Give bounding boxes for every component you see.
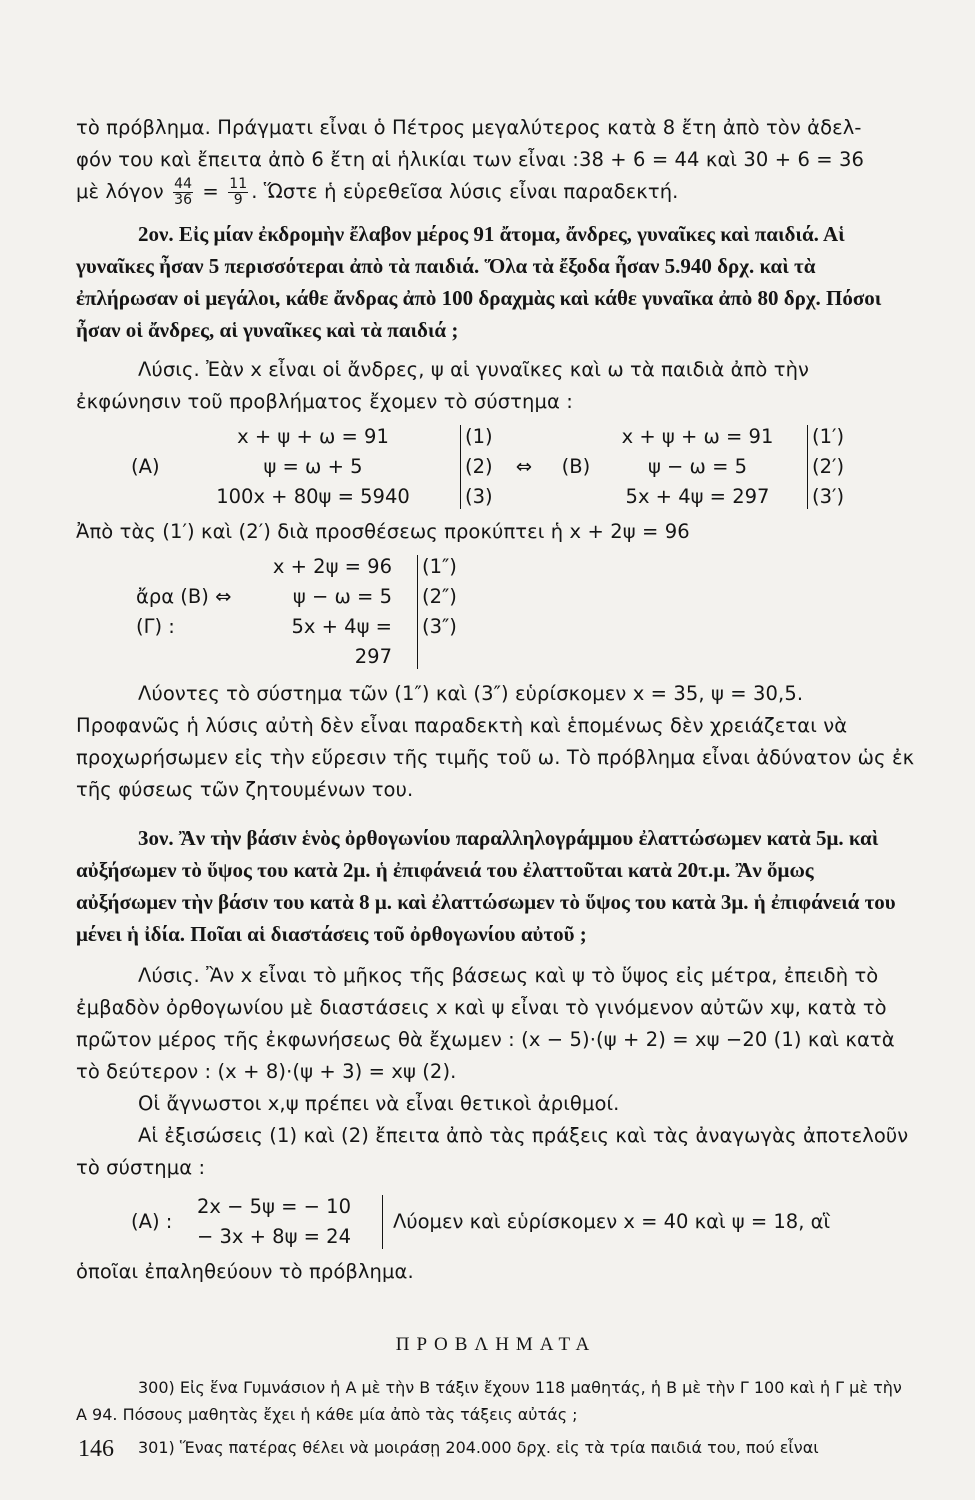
eq-1-prime: x + ψ + ω = 91	[621, 425, 774, 448]
intro-line-3-start: μὲ λόγον	[76, 180, 164, 203]
intro-line-3	[76, 176, 916, 208]
system-g	[136, 552, 916, 672]
equivalence-arrow-icon: ⇔	[515, 455, 533, 478]
problem-3-statement: 3ον. Ἂν τὴν βάσιν ἑνὸς ὀρθογωνίου παραλληλογράμμου ἐλαττώσωμεν κατὰ 5μ. καὶ αὐξήσωμεν τὸ ὕψος του κατὰ 2μ. ἡ ἐπιφάνειά του ἐλαττοῦται κατὰ 20τ.μ. Ἂν ὅμως αὐξήσωμεν τὴν βάσιν του κατὰ 8 μ. καὶ ἐλαττώσωμεν τὸ ὕψος του κατὰ 3μ. ἡ ἐπιφάνειά του μένει ἡ ἰδία. Ποῖαι αἱ διαστάσεις τοῦ ὀρθογωνίου αὐτοῦ ;	[76, 826, 896, 946]
equals-sign: =	[202, 180, 219, 203]
intro-line-1: τὸ πρόβλημα. Πράγματι εἶναι ὁ Πέτρος μεγαλύτερος κατὰ 8 ἔτη ἀπὸ τὸν ἀδελ-	[76, 116, 862, 139]
3a-result: Λύομεν καὶ εὑρίσκομεν x = 40 καὶ ψ = 18, αἳ	[393, 1210, 831, 1233]
page-number: 146	[78, 1436, 114, 1462]
eq-label-2-prime: (2′)	[812, 455, 845, 478]
brace-g	[400, 555, 418, 669]
exercise-301: 301) Ἕνας πατέρας θέλει νὰ μοιράσῃ 204.000 δρχ. εἰς τὰ τρία παιδιά του, πού εἶναι	[138, 1438, 819, 1457]
system-b-label: (B)	[561, 455, 591, 478]
eq-2: ψ = ω + 5	[263, 455, 363, 478]
fraction-44-36: $\frac{44}{36}$	[174, 176, 193, 208]
g-label-2: (2″)	[422, 585, 457, 608]
eq-2-prime: ψ − ω = 5	[647, 455, 748, 478]
g-eq-3: 5x + 4ψ = 297	[291, 615, 392, 668]
eq-label-1: (1)	[465, 425, 493, 448]
derive-line: Ἀπὸ τὰς (1′) καὶ (2′) διὰ προσθέσεως προκύπτει ἡ x + 2ψ = 96	[76, 520, 690, 543]
eq-3-prime: 5x + 4ψ = 297	[625, 485, 770, 508]
brace-3a	[359, 1195, 383, 1249]
conclusion-line-1: Λύοντες τὸ σύστημα τῶν (1″) καὶ (3″) εὑρίσκομεν x = 35, ψ = 30,5.	[138, 682, 804, 705]
eq-label-3: (3)	[465, 485, 493, 508]
eq-label-2: (2)	[465, 455, 493, 478]
system-a-label: (A)	[131, 455, 160, 478]
problem-2-statement: 2ον. Εἰς μίαν ἐκδρομὴν ἔλαβον μέρος 91 ἄτομα, ἄνδρες, γυναῖκες καὶ παιδιά. Αἱ γυναῖκες ἦσαν 5 περισσότεραι ἀπὸ τὰ παιδιά. Ὅλα τὰ ἔξοδα ἦσαν 5.940 δρχ. καὶ τὰ ἐπλήρωσαν οἱ μεγάλοι, κάθε ἄνδρας ἀπὸ 100 δραχμὰς καὶ κάθε γυναῖκα ἀπὸ 80 δρχ. Πόσοι ἦσαν οἱ ἄνδρες, αἱ γυναῖκες καὶ τὰ παιδιά ;	[76, 222, 882, 342]
system-a-b	[131, 422, 916, 512]
equations-intro: Αἱ ἐξισώσεις (1) καὶ (2) ἔπειτα ἀπὸ τὰς πράξεις καὶ τὰς ἀναγωγὰς ἀποτελοῦν τὸ σύστημα :	[76, 1124, 909, 1179]
intro-line-3-end: . Ὥστε ἡ εὑρεθεῖσα λύσις εἶναι παραδεκτή.	[251, 180, 679, 203]
g-eq-2: ψ − ω = 5	[292, 585, 392, 608]
fraction-11-9: $\frac{11}{9}$	[229, 176, 248, 208]
g-eq-1: x + 2ψ = 96	[272, 555, 392, 578]
eq-3: 100x + 80ψ = 5940	[216, 485, 410, 508]
brace-b	[790, 425, 808, 509]
conclusion-paragraph: Προφανῶς ἡ λύσις αὐτὴ δὲν εἶναι παραδεκτὴ καὶ ἑπομένως δὲν χρειάζεται νὰ προχωρήσωμεν εἰς τὴν εὕρεσιν τῆς τιμῆς τοῦ ω. Τὸ πρόβλημα εἶναι ἀδύνατον ὡς ἐκ τῆς φύσεως τῶν ζητουμένων του.	[76, 714, 915, 801]
3a-eq-2: − 3x + 8ψ = 24	[196, 1225, 351, 1248]
problem-2-solution-intro: Λύσις. Ἐὰν x εἶναι οἱ ἄνδρες, ψ αἱ γυναῖκες καὶ ω τὰ παιδιὰ ἀπὸ τὴν ἐκφώνησιν τοῦ προβλήματος ἔχομεν τὸ σύστημα :	[76, 358, 810, 413]
equivalence	[501, 422, 605, 512]
system-3a-label: (A) :	[131, 1210, 173, 1233]
eq-1: x + ψ + ω = 91	[237, 425, 389, 448]
system-3a	[131, 1192, 916, 1252]
exercise-300: 300) Εἰς ἕνα Γυμνάσιον ἡ Α μὲ τὴν Β τάξιν ἔχουν 118 μαθητάς, ἡ Β μὲ τὴν Γ 100 καὶ ἡ Γ μὲ τὴν Α 94. Πόσους μαθητὰς ἔχει ἡ κάθε μία ἀπὸ τὰς τάξεις αὐτάς ;	[76, 1378, 902, 1424]
brace-a	[443, 425, 461, 509]
eq-label-3-prime: (3′)	[812, 485, 845, 508]
problem-3-solution-intro: Λύσις. Ἂν x εἶναι τὸ μῆκος τῆς βάσεως καὶ ψ τὸ ὕψος εἰς μέτρα, ἐπειδὴ τὸ ἐμβαδὸν ὀρθογωνίου μὲ διαστάσεις x καὶ ψ εἶναι τὸ γινόμενον αὐτῶν xψ, κατὰ τὸ πρῶτον μέρος τῆς ἐκφωνήσεως θὰ ἔχωμεν : (x − 5)·(ψ + 2) = xψ −20 (1) καὶ κατὰ τὸ δεύτερον : (x + 8)·(ψ + 3) = xψ (2).	[76, 964, 895, 1083]
ending-line: ὁποῖαι ἐπαληθεύουν τὸ πρόβλημα.	[76, 1260, 414, 1283]
eq-label-1-prime: (1′)	[812, 425, 845, 448]
intro-line-2: φόν του καὶ ἔπειτα ἀπὸ 6 ἔτη αἱ ἡλικίαι των εἶναι :38 + 6 = 44 καὶ 30 + 6 = 36	[76, 148, 865, 171]
system-g-label: ἄρα (B) ⇔ (Γ) :	[136, 585, 232, 638]
book-page	[76, 112, 916, 1461]
g-label-3: (3″)	[422, 615, 457, 638]
3a-eq-1: 2x − 5ψ = − 10	[196, 1195, 351, 1218]
problems-heading: ΠΡΟΒΛΗΜΑΤΑ	[395, 1334, 597, 1355]
g-label-1: (1″)	[422, 555, 457, 578]
unknowns-line: Οἱ ἄγνωστοι x,ψ πρέπει νὰ εἶναι θετικοὶ ἀριθμοί.	[138, 1092, 620, 1115]
